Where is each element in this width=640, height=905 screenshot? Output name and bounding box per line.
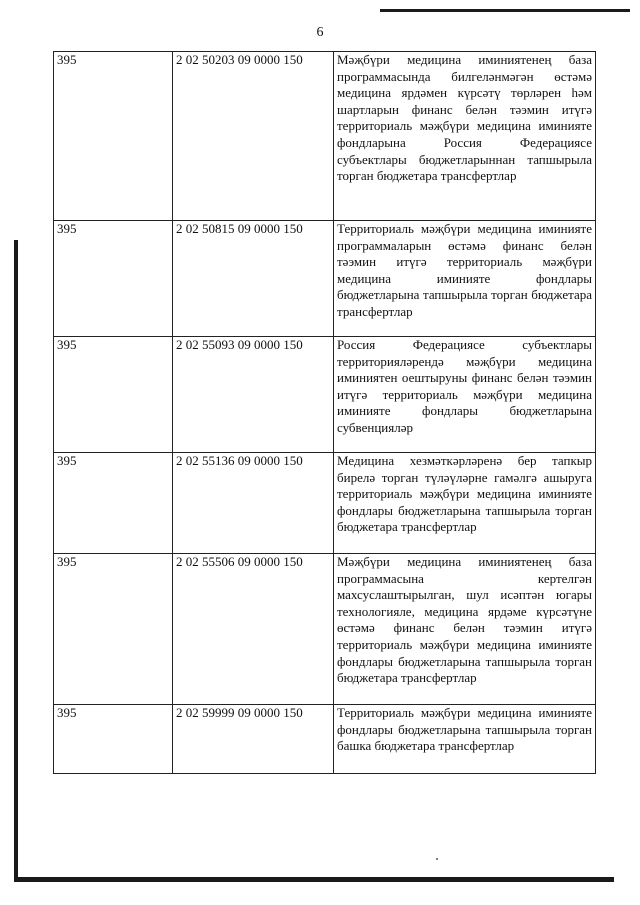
table-row xyxy=(54,52,596,221)
admin-code-cell: 395 xyxy=(54,221,173,337)
description-cell: Территориаль мәҗбүри медицина иминияте фондлары бюджетларына тапшырыла торган башка бюджетара трансфертлар xyxy=(334,705,596,774)
classification-code-cell: 2 02 50815 09 0000 150 xyxy=(173,221,334,337)
admin-code-cell: 395 xyxy=(54,554,173,705)
description-cell: Россия Федерациясе субъектлары территорияләрендә мәҗбүри медицина иминиятен оештыруны финанс белән тәэмин итүгә территориаль мәҗбүри медицина иминияте фондлары бюджетларына субвенцияләр xyxy=(334,337,596,453)
description-cell: Медицина хезмәткәрләренә бер тапкыр бирелә торган түләүләрне гамәлгә ашыруга территориаль мәҗбүри медицина иминияте фондлары бюджетларына тапшырыла торган бюджетара трансфертлар xyxy=(334,453,596,554)
classification-code-cell: 2 02 55093 09 0000 150 xyxy=(173,337,334,453)
table-row xyxy=(54,337,596,453)
description-cell: Мәҗбүри медицина иминиятенең база программасында билгеләнмәгән өстәмә медицина ярдәмен күрсәтү төрләрен һәм шартларын финанс белән тәэмин итүгә территориаль мәҗбүри медицина иминияте фондларына Россия Федерациясе субъектлары бюджетларыннан тапшырыла торган бюджетара трансфертлар xyxy=(334,52,596,221)
scan-edge-left xyxy=(14,240,18,880)
page-number: 6 xyxy=(316,25,324,40)
admin-code-cell: 395 xyxy=(54,705,173,774)
admin-code-cell: 395 xyxy=(54,453,173,554)
budget-classification-table xyxy=(53,51,596,774)
scan-edge-top xyxy=(380,9,630,12)
scan-speck xyxy=(436,858,438,860)
table-row xyxy=(54,221,596,337)
description-cell: Территориаль мәҗбүри медицина иминияте программаларын өстәмә финанс белән тәэмин итүгә территориаль мәҗбүри медицина иминияте фондлары бюджетларына тапшырыла торган бюджетара трансфертлар xyxy=(334,221,596,337)
description-cell: Мәҗбүри медицина иминиятенең база программасына кертелгән махсуслаштырылган, шул исәптән югары технологияле, медицина ярдәме күрсәтүне өстәмә финанс белән тәэмин итүгә территориаль мәҗбүри медицина иминияте фондлары бюджетларына тапшырыла торган бюджетара трансфертлар xyxy=(334,554,596,705)
scan-edge-bottom xyxy=(14,877,614,882)
table-row xyxy=(54,453,596,554)
table-row xyxy=(54,705,596,774)
table-row xyxy=(54,554,596,705)
classification-code-cell: 2 02 50203 09 0000 150 xyxy=(173,52,334,221)
classification-code-cell: 2 02 55506 09 0000 150 xyxy=(173,554,334,705)
admin-code-cell: 395 xyxy=(54,52,173,221)
classification-code-cell: 2 02 59999 09 0000 150 xyxy=(173,705,334,774)
classification-code-cell: 2 02 55136 09 0000 150 xyxy=(173,453,334,554)
admin-code-cell: 395 xyxy=(54,337,173,453)
